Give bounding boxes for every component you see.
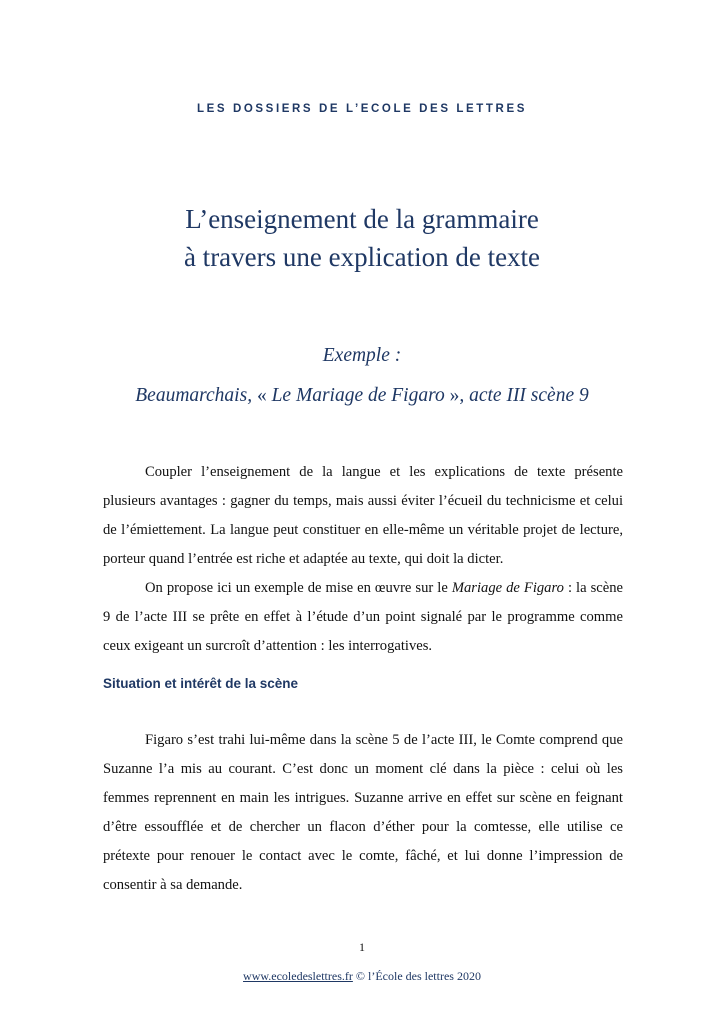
document-subtitle bbox=[0, 336, 724, 416]
intro-text bbox=[103, 458, 623, 661]
intro-paragraph-2 bbox=[103, 574, 623, 661]
intro-paragraph-2-end: : la scène 9 de l’acte III se prête en effet à l’étude d’un point signalé par le programme comme ceux exigeant un surcroît d’attention : les interrogatives. bbox=[103, 580, 623, 654]
page-footer bbox=[0, 969, 724, 984]
subtitle-line-1: Exemple : bbox=[322, 345, 402, 366]
section-paragraph-1: Figaro s’est trahi lui-même dans la scène 5 de l’acte III, le Comte comprend que Suzanne l’a mis au courant. C’est donc un moment clé dans la pièce : celui où les femmes reprennent en main les intrigues. Suzanne arrive en effet sur scène en feignant d’être essoufflée et de chercher un flacon d’éther pour la comtesse, elle utilise ce prétexte pour renouer le contact avec le comte, fâché, et lui donne l’impression de consentir à sa demande. bbox=[103, 732, 623, 893]
subtitle-line-2 bbox=[0, 376, 724, 416]
section-text bbox=[103, 726, 623, 900]
open-quote: « bbox=[256, 385, 267, 406]
title-line-2: à travers une explication de texte bbox=[183, 242, 541, 272]
document-title bbox=[0, 200, 724, 276]
subtitle-scene: , acte III scène 9 bbox=[459, 385, 589, 406]
subtitle-work: Le Mariage de Figaro bbox=[266, 385, 450, 406]
section-heading: Situation et intérêt de la scène bbox=[103, 676, 299, 691]
intro-work-title: Mariage de Figaro bbox=[451, 580, 564, 596]
website-link[interactable]: www.ecoledeslettres.fr bbox=[243, 969, 353, 983]
intro-paragraph-1: Coupler l’enseignement de la langue et les explications de texte présente plusieurs avantages : gagner du temps, mais aussi éviter l’écueil du technicisme et celui de l’émiettement. La langue peut constituer en elle-même un véritable projet de lecture, porteur quand l’entrée est riche et adaptée au texte, qui doit la dicter. bbox=[103, 464, 623, 567]
close-quote: » bbox=[449, 385, 460, 406]
page-number: 1 bbox=[359, 940, 365, 954]
copyright-text: © l’École des lettres 2020 bbox=[352, 969, 481, 983]
series-header: LES DOSSIERS DE L’ECOLE DES LETTRES bbox=[197, 103, 527, 115]
intro-paragraph-2-start: On propose ici un exemple de mise en œuvre sur le bbox=[145, 580, 452, 596]
subtitle-author: Beaumarchais, bbox=[135, 385, 257, 406]
title-line-1: L’enseignement de la grammaire bbox=[185, 204, 539, 234]
